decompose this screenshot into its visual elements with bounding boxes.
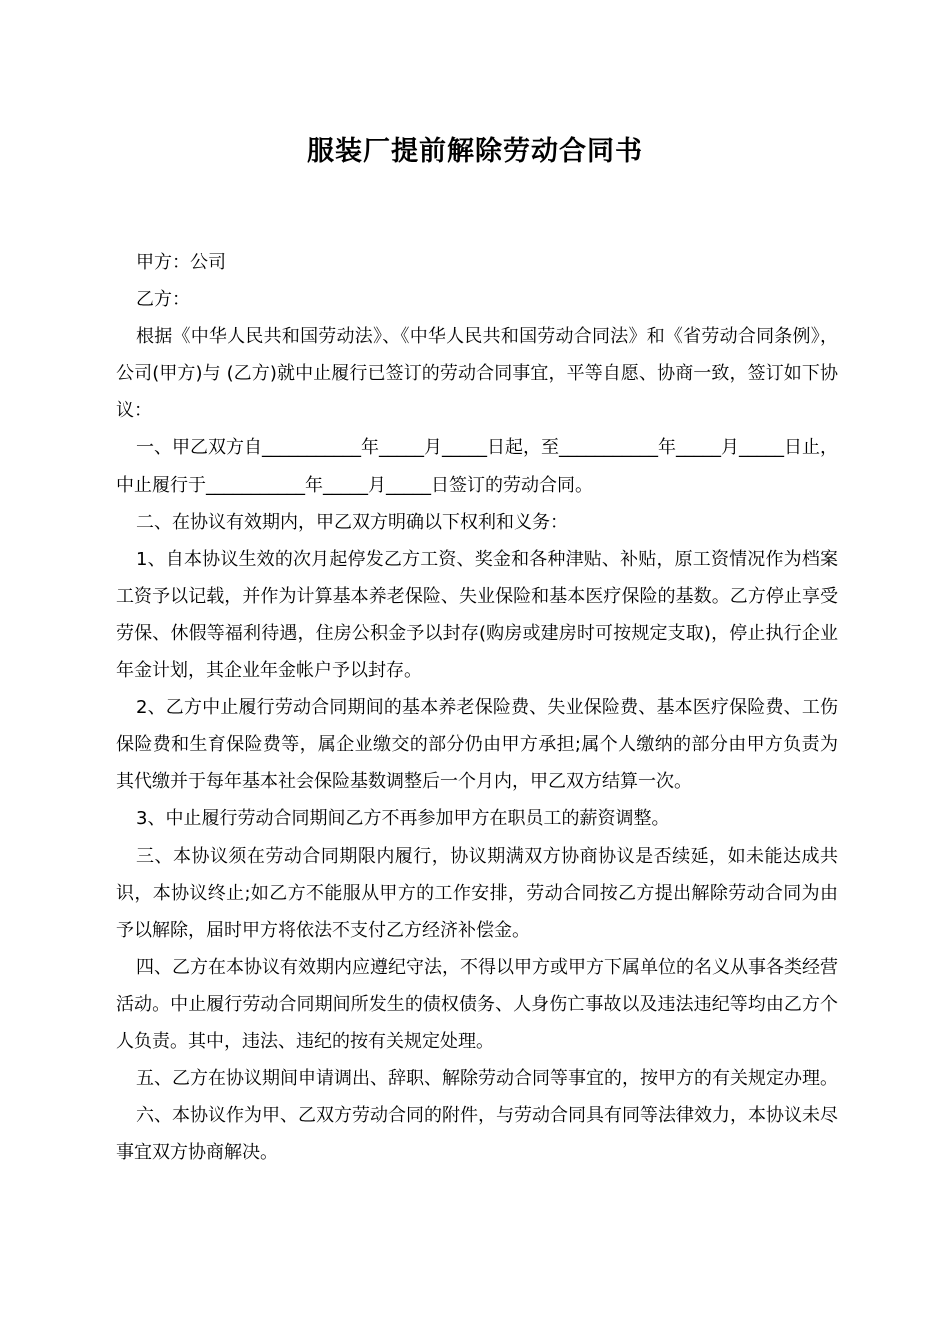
clause-1-paragraph: 一、甲乙双方自___________年_____月_____日起，至___________年_____月_____日止，中止履行于___________年_____月_____日签订的劳动合同。 [116, 437, 838, 496]
clause-2-paragraph: 二、在协议有效期内，甲乙双方明确以下权利和义务： [136, 511, 568, 533]
document-body [116, 244, 838, 1171]
clause-5-paragraph: 五、乙方在协议期间申请调出、辞职、解除劳动合同等事宜的，按甲方的有关规定办理。 [136, 1068, 838, 1090]
preamble-paragraph: 根据《中华人民共和国劳动法》、《中华人民共和国劳动合同法》和《省劳动合同条例》，公司(甲方)与 (乙方)就中止履行已签订的劳动合同事宜，平等自愿、协商一致，签订如下协议： [116, 326, 838, 422]
document-title: 服装厂提前解除劳动合同书 [307, 136, 643, 167]
clause-2-item-1: 1、自本协议生效的次月起停发乙方工资、奖金和各种津贴、补贴，原工资情况作为档案工资予以记载，并作为计算基本养老保险、失业保险和基本医疗保险的基数。乙方停止享受劳保、休假等福利待遇，住房公积金予以封存(购房或建房时可按规定支取)，停止执行企业年金计划，其企业年金帐户予以封存。 [116, 548, 838, 682]
clause-3-paragraph: 三、本协议须在劳动合同期限内履行，协议期满双方协商协议是否续延，如未能达成共识，本协议终止;如乙方不能服从甲方的工作安排，劳动合同按乙方提出解除劳动合同为由予以解除，届时甲方将依法不支付乙方经济补偿金。 [116, 845, 838, 941]
clause-6-paragraph: 六、本协议作为甲、乙双方劳动合同的附件，与劳动合同具有同等法律效力，本协议未尽事宜双方协商解决。 [116, 1105, 838, 1164]
party-b-line: 乙方： [136, 289, 190, 311]
party-a-line: 甲方：公司 [136, 252, 226, 273]
clause-4-paragraph: 四、乙方在本协议有效期内应遵纪守法，不得以甲方或甲方下属单位的名义从事各类经营活动。中止履行劳动合同期间所发生的债权债务、人身伤亡事故以及违法违纪等均由乙方个人负责。其中，违法、违纪的按有关规定处理。 [116, 956, 838, 1052]
clause-2-item-2: 2、乙方中止履行劳动合同期间的基本养老保险费、失业保险费、基本医疗保险费、工伤保险费和生育保险费等，属企业缴交的部分仍由甲方承担;属个人缴纳的部分由甲方负责为其代缴并于每年基本社会保险基数调整后一个月内，甲乙双方结算一次。 [116, 697, 838, 793]
clause-2-item-3: 3、中止履行劳动合同期间乙方不再参加甲方在职员工的薪资调整。 [136, 808, 670, 830]
